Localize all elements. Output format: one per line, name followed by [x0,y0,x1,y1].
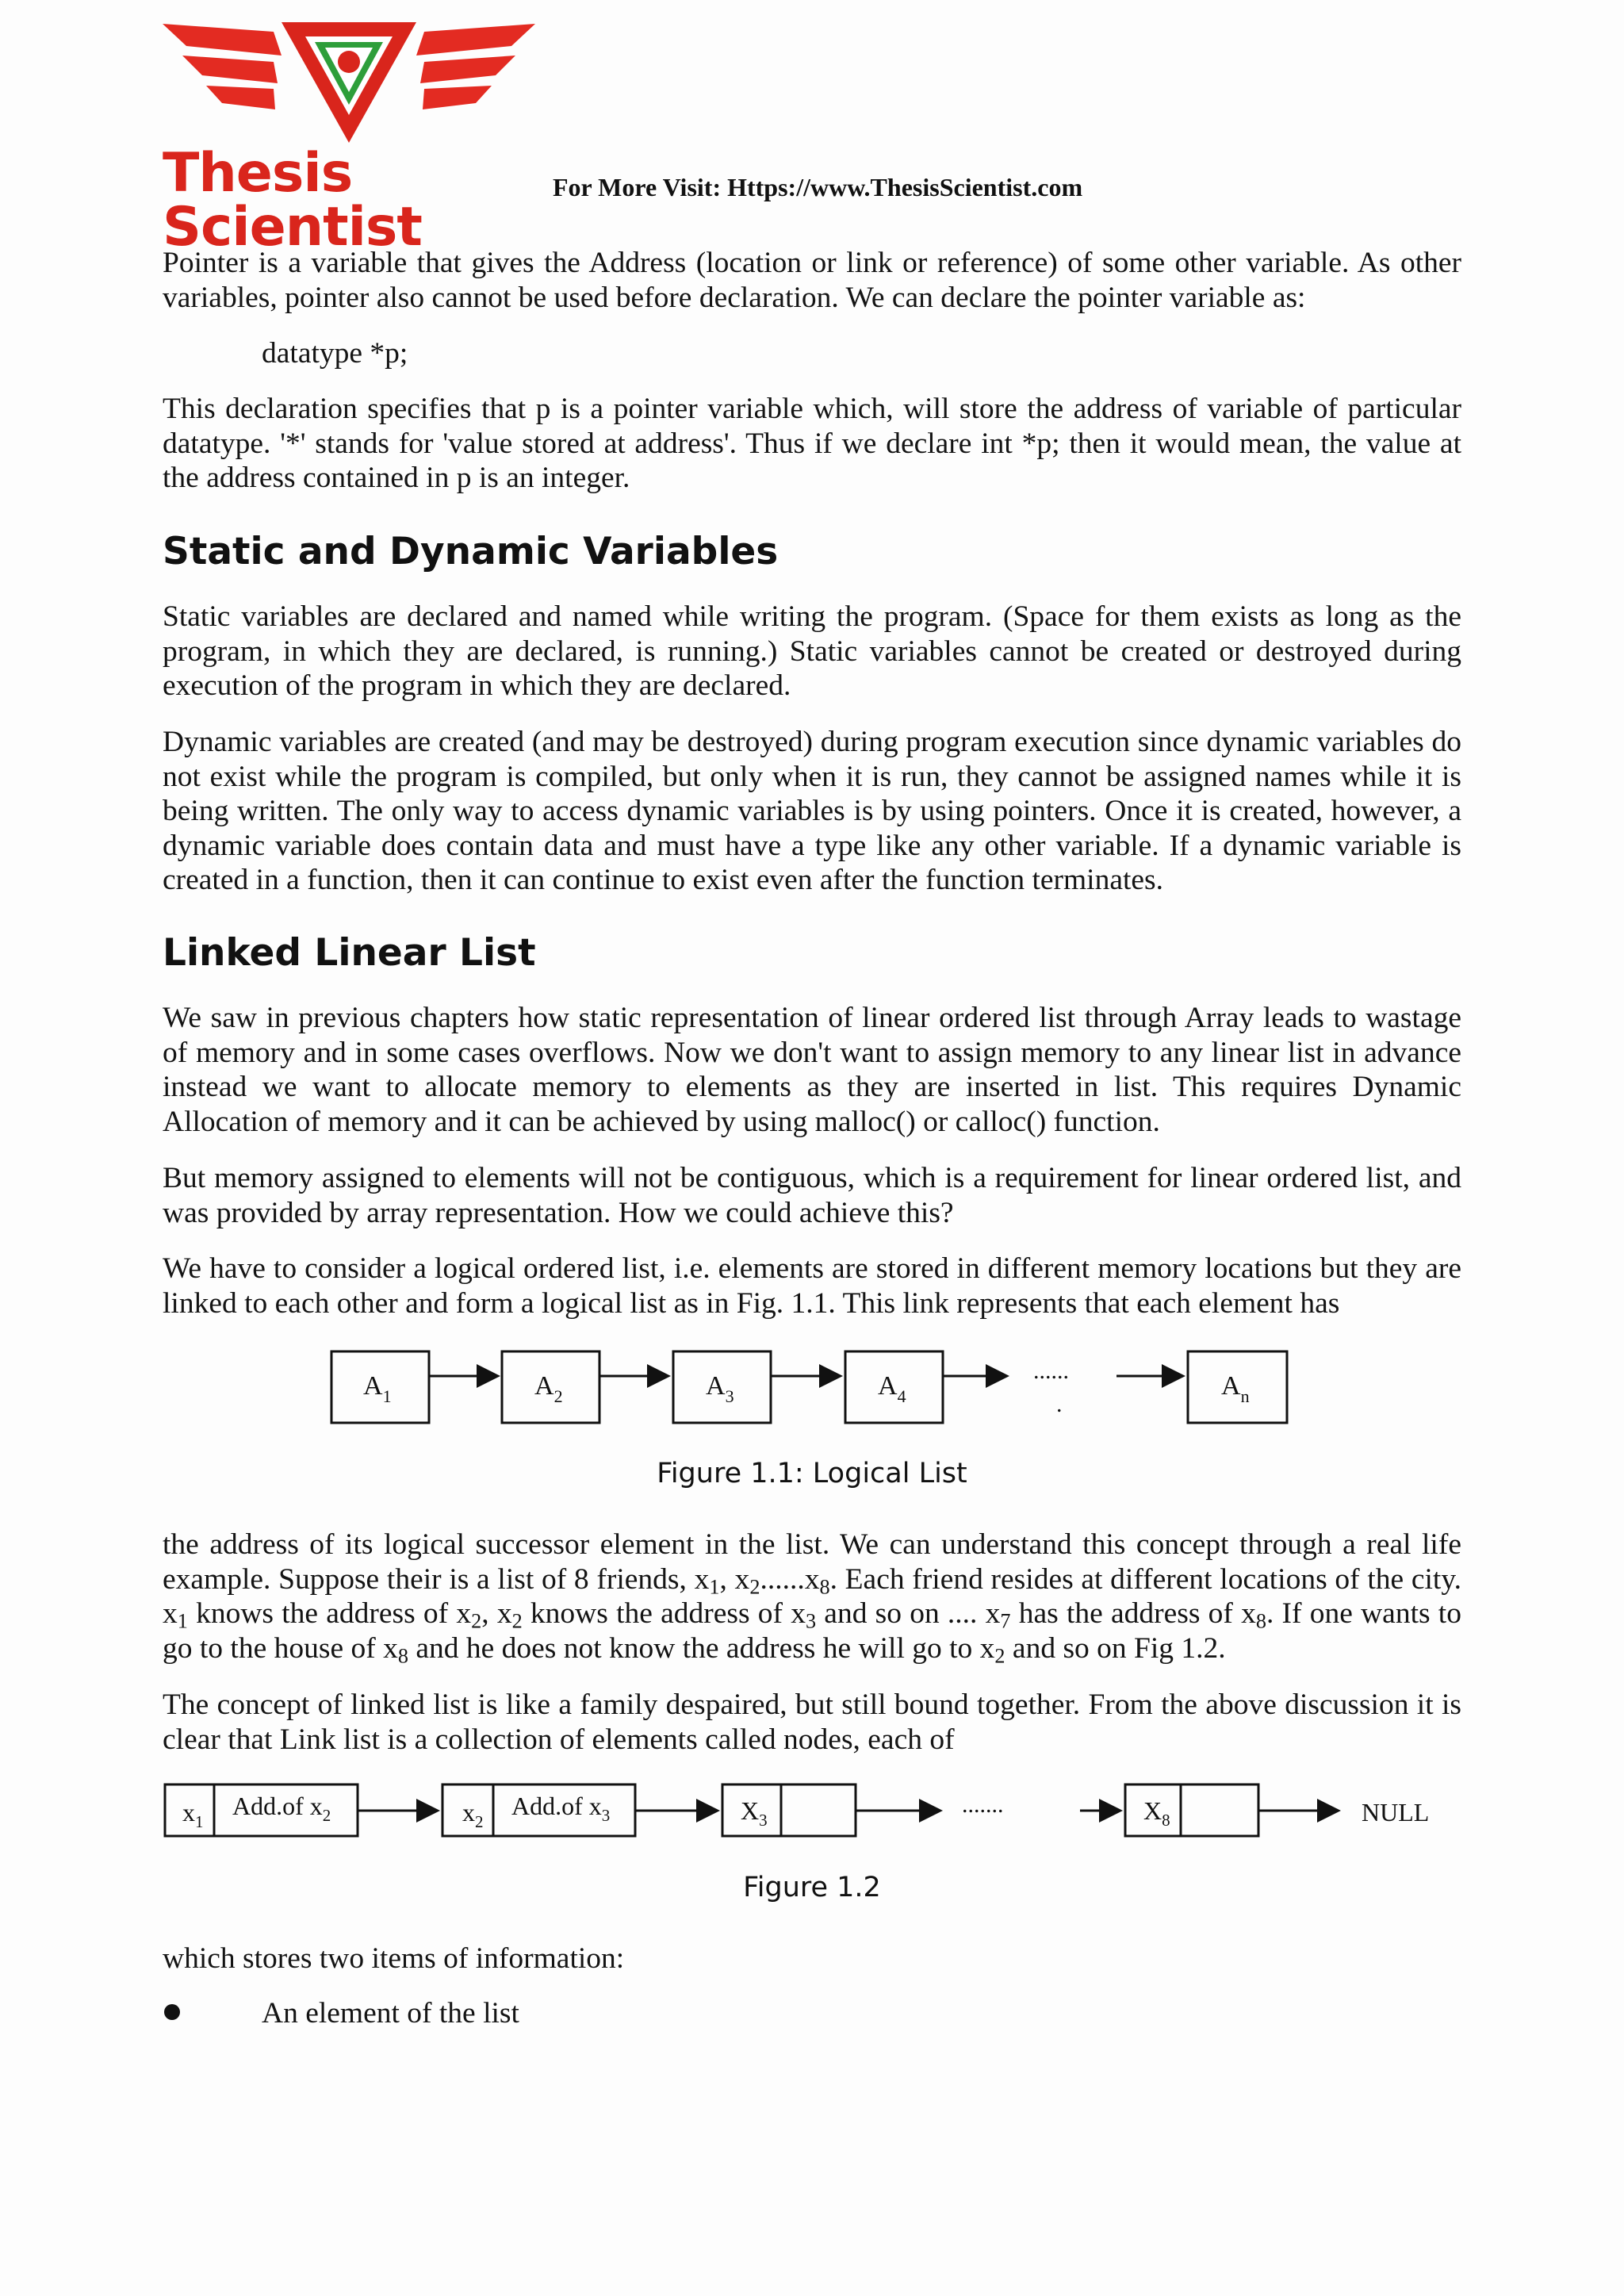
logical-list-node-n [1188,1351,1287,1423]
svg-text:x2: $x_2$ [462,1798,484,1831]
ellipsis-dot: . [1056,1391,1063,1417]
null-label: NULL [1362,1798,1430,1826]
heading-static-dynamic: Static and Dynamic Variables [163,530,779,573]
svg-text:A4: $A_4$ [878,1371,906,1406]
linked-node-1 [165,1784,358,1836]
intro-paragraph-1: Pointer is a variable that gives the Address (location or link or reference) of some other variable. As other variables, pointer also cannot be used before declaration. We can declare the pointer variable as: [163,247,1461,314]
ellipsis-dots: ....... [962,1792,1004,1818]
intro-paragraph-2: This declaration specifies that p is a pointer variable which, will store the address of variable of particular datatype. '*' stands for 'value stored at address'. Thus if we declare int *p; then it would mean, the value at the address contained in p is an integer. [163,393,1461,494]
svg-text:X3: $X_3$ [741,1796,768,1830]
linked-node-2 [442,1784,635,1836]
linked-node-8 [1125,1784,1258,1836]
logo-text: Thesis Scientist [163,142,422,259]
svg-text:A3: $A_3$ [706,1371,734,1406]
static-variables-paragraph: Static variables are declared and named while writing the program. (Space for them exists as long as the program, in which they are declared, is running.) Static variables cannot be created or destroyed during execution of the program in which they are declared. [163,600,1461,702]
figure-1-2-linked-nodes [0,1777,1624,1856]
figure-1-2-caption: Figure 1.2 [743,1872,881,1903]
thesis-scientist-logo [163,16,535,259]
code-declaration: datatype *p; [262,337,408,370]
visit-link-text: For More Visit: Https://www.ThesisScientist.com [553,173,1083,201]
linked-list-paragraph-1: We saw in previous chapters how static representation of linear ordered list through Array leads to wastage of memory and in some cases overflows. Now we don't want to assign memory to any linear list in advance instead we want to allocate memory to elements as they are inserted in list. This requires Dynamic Allocation of memory and it can be achieved by using malloc() or calloc() function. [163,1002,1461,1138]
svg-text:X8: $X_8$ [1143,1796,1170,1830]
svg-text:x1: $x_1$ [182,1798,204,1831]
svg-text:An: $A_n$ [1221,1371,1250,1406]
linked-list-paragraph-6: which stores two items of information: [163,1942,625,1975]
bullet-item-element: An element of the list [262,1997,519,2030]
linked-list-paragraph-5: The concept of linked list is like a family despaired, but still bound together. From the above discussion it is clear that Link list is a collection of elements called nodes, each of [163,1688,1461,1756]
linked-list-paragraph-3: We have to consider a logical ordered list, i.e. elements are stored in different memory locations but they are linked to each other and form a logical list as in Fig. 1.1. This link represents that each element has [163,1252,1461,1320]
svg-text:Add.of x2: Add.of $x_2$ [232,1792,331,1825]
winged-triangle-logo-icon [163,16,535,147]
figure-1-1-caption: Figure 1.1: Logical List [657,1458,967,1489]
logical-list-node-4 [845,1351,943,1423]
linked-node-3 [722,1784,856,1836]
figure-1-1-logical-list [0,1340,1624,1435]
logical-list-node-1 [331,1351,429,1423]
linked-list-paragraph-4: the address of its logical successor element in the list. We can understand this concept through a real life example. Suppose their is a list of 8 friends, $x_1$, $x_2......x_8$. Each friend resides at different locations of the city. $x_1$ knows the address of $x_2$, $x_2$ knows the address of $x_3$ and so on .... $x_7$ has the address of $x_8$. If one wants to go to the house of $x_8$ and he does not know the address he will go to $x_2$ and so on Fig 1.2. [163,1528,1462,1668]
ellipsis-dots: ...... [1033,1358,1069,1384]
heading-linked-linear-list: Linked Linear List [163,931,536,975]
svg-text:A1: $A_1$ [363,1371,392,1406]
logical-list-node-3 [673,1351,771,1423]
linked-list-paragraph-2: But memory assigned to elements will not be contiguous, which is a requirement for linear ordered list, and was provided by array representation. How we could achieve this? [163,1162,1461,1229]
svg-text:Add.of x3: Add.of $x_3$ [511,1792,611,1825]
bullet-dot-icon [164,2004,180,2020]
svg-text:A2: $A_2$ [534,1371,563,1406]
logical-list-node-2 [502,1351,599,1423]
dynamic-variables-paragraph: Dynamic variables are created (and may be destroyed) during program execution since dynamic variables do not exist while the program is compiled, but only when it is run, they cannot be assigned names while it is being written. The only way to access dynamic variables is by using pointers. Once it is created, however, a dynamic variable does contain data and must have a type like any other variable. If a dynamic variable is created in a function, then it can continue to exist even after the function terminates. [163,726,1461,896]
